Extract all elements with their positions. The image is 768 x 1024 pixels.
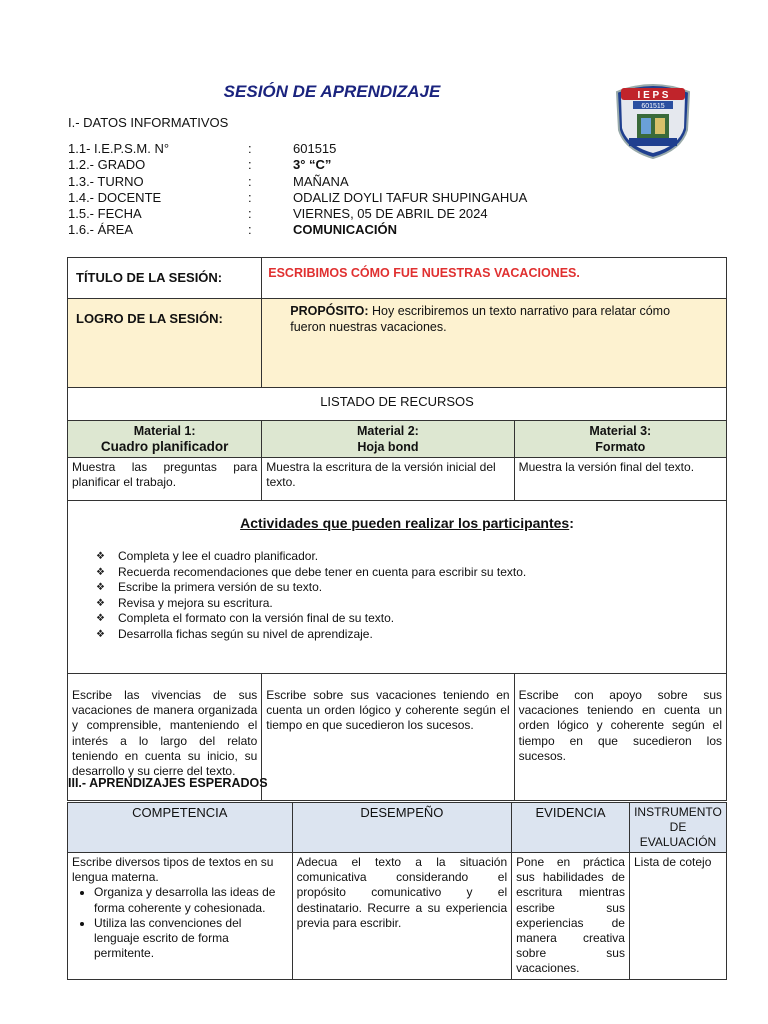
info-value: MAÑANA	[293, 173, 349, 189]
column-header: DESEMPEÑO	[292, 803, 512, 853]
info-value: COMUNICACIÓN	[293, 222, 397, 238]
section-aprendizajes-heading: III.- APRENDIZAJES ESPERADOS	[68, 776, 268, 790]
info-label: 1.3.- TURNO	[68, 173, 144, 189]
info-label: 1.6.- ÁREA	[68, 222, 134, 238]
desempeno-cell: Adecua el texto a la situación comunicativa considerando el propósito comunicativo y el destinatario. Recurre a su experiencia previa para escribir.	[292, 853, 512, 980]
material-header	[514, 421, 726, 458]
info-label: 1.2.- GRADO	[68, 157, 146, 173]
nivel-description: Escribe con apoyo sobre sus vacaciones teniendo en cuenta un orden lógico y coherente según el tiempo en que sucedieron los sucesos.	[514, 674, 726, 801]
info-value: ODALIZ DOYLI TAFUR SHUPINGAHUA	[293, 189, 528, 205]
material-description: Muestra las preguntas para planificar el trabajo.	[68, 458, 262, 501]
info-separator: :	[248, 173, 252, 189]
recursos-heading: LISTADO DE RECURSOS	[68, 388, 727, 421]
svg-text:I E P S: I E P S	[637, 90, 669, 101]
svg-text:601515: 601515	[641, 103, 665, 110]
info-row	[68, 174, 527, 190]
info-value: VIERNES, 05 DE ABRIL DE 2024	[293, 206, 488, 222]
info-label: 1.1- I.E.P.S.M. N°	[68, 141, 170, 156]
info-value: 3° “C”	[293, 157, 332, 173]
nivel-description: Escribe las vivencias de sus vacaciones de manera organizada y comprensible, manteniendo el interés a lo largo del relato teniendo en cuenta su inicio, su desarrollo y su cierre del texto.	[68, 674, 262, 801]
material-header	[262, 421, 514, 458]
info-label: 1.5.- FECHA	[68, 206, 142, 222]
list-item: ❖ Escribe la primera versión de su texto.	[96, 580, 323, 595]
capacidades-list	[72, 885, 288, 961]
material-name: Cuadro planificador	[100, 439, 229, 454]
instrumento-cell: Lista de cotejo	[629, 853, 726, 980]
column-header: INSTRUMENTO DE EVALUACIÓN	[629, 803, 726, 853]
material-number: Material 2:	[357, 424, 419, 438]
competencia-intro: Escribe diversos tipos de textos en su lengua materna.	[72, 855, 274, 885]
material-header	[68, 421, 262, 458]
titulo-label: TÍTULO DE LA SESIÓN:	[68, 258, 262, 299]
list-item: ❖ Completa el formato con la versión final de su texto.	[96, 611, 395, 626]
aprendizajes-table	[67, 802, 727, 980]
list-item: ❖ Recuerda recomendaciones que debe tener en cuenta para escribir su texto.	[96, 564, 527, 579]
diamond-bullet-icon: ❖	[96, 566, 105, 578]
competencia-cell	[68, 853, 293, 980]
info-separator: :	[248, 222, 252, 238]
column-header: EVIDENCIA	[512, 803, 630, 853]
datos-informativos	[68, 141, 527, 239]
material-name: Hoja bond	[357, 440, 419, 454]
session-title-value: ESCRIBIMOS CÓMO FUE NUESTRAS VACACIONES.	[262, 258, 727, 299]
info-separator: :	[248, 189, 252, 205]
proposito-text: Hoy escribiremos un texto narrativo para relatar cómo fueron nuestras vacaciones.	[290, 304, 671, 334]
material-description: Muestra la versión final del texto.	[514, 458, 726, 501]
list-item: • Utiliza las convenciones del lenguaje escrito de forma permitente.	[94, 916, 288, 962]
info-separator: :	[248, 141, 252, 156]
section-datos-heading: I.- DATOS INFORMATIVOS	[68, 115, 229, 130]
info-value: 601515	[293, 141, 337, 156]
diamond-bullet-icon: ❖	[96, 582, 105, 594]
school-crest-logo	[609, 80, 697, 160]
diamond-bullet-icon: ❖	[96, 597, 105, 609]
info-row	[68, 157, 527, 173]
list-item: ❖ Desarrolla fichas según su nivel de aprendizaje.	[96, 626, 373, 641]
list-item: ❖ Revisa y mejora su escritura.	[96, 595, 273, 610]
actividades-list	[96, 549, 718, 643]
actividades-heading: Actividades que pueden realizar los participantes:	[240, 515, 574, 531]
info-row	[68, 190, 527, 206]
material-description: Muestra la escritura de la versión inicial del texto.	[262, 458, 514, 501]
info-row	[68, 206, 527, 222]
info-separator: :	[248, 157, 252, 173]
diamond-bullet-icon: ❖	[96, 613, 105, 625]
column-header: COMPETENCIA	[68, 803, 293, 853]
evidencia-cell: Pone en práctica sus habilidades de escritura mientras escribe sus experiencias de manera creativa sobre sus vacaciones.	[512, 853, 630, 980]
diamond-bullet-icon: ❖	[96, 628, 105, 640]
material-name: Formato	[595, 440, 646, 454]
proposito-cell	[262, 299, 727, 388]
material-number: Material 3:	[589, 424, 652, 438]
proposito-label: PROPÓSITO:	[290, 304, 369, 318]
session-table	[67, 257, 727, 801]
diamond-bullet-icon: ❖	[96, 551, 105, 562]
logro-label: LOGRO DE LA SESIÓN:	[68, 299, 262, 388]
info-row	[68, 141, 527, 157]
list-item: ❖ Completa y lee el cuadro planificador.	[96, 549, 319, 563]
document-title: SESIÓN DE APRENDIZAJE	[223, 82, 441, 101]
info-separator: :	[248, 206, 252, 222]
material-number: Material 1:	[133, 424, 196, 438]
info-label: 1.4.- DOCENTE	[68, 189, 162, 205]
info-row	[68, 222, 527, 238]
list-item: • Organiza y desarrolla las ideas de forma coherente y cohesionada.	[94, 885, 288, 915]
actividades-cell	[68, 501, 727, 674]
nivel-description: Escribe sobre sus vacaciones teniendo en cuenta un orden lógico y coherente según el tiempo en que sucedieron los sucesos.	[262, 674, 514, 801]
